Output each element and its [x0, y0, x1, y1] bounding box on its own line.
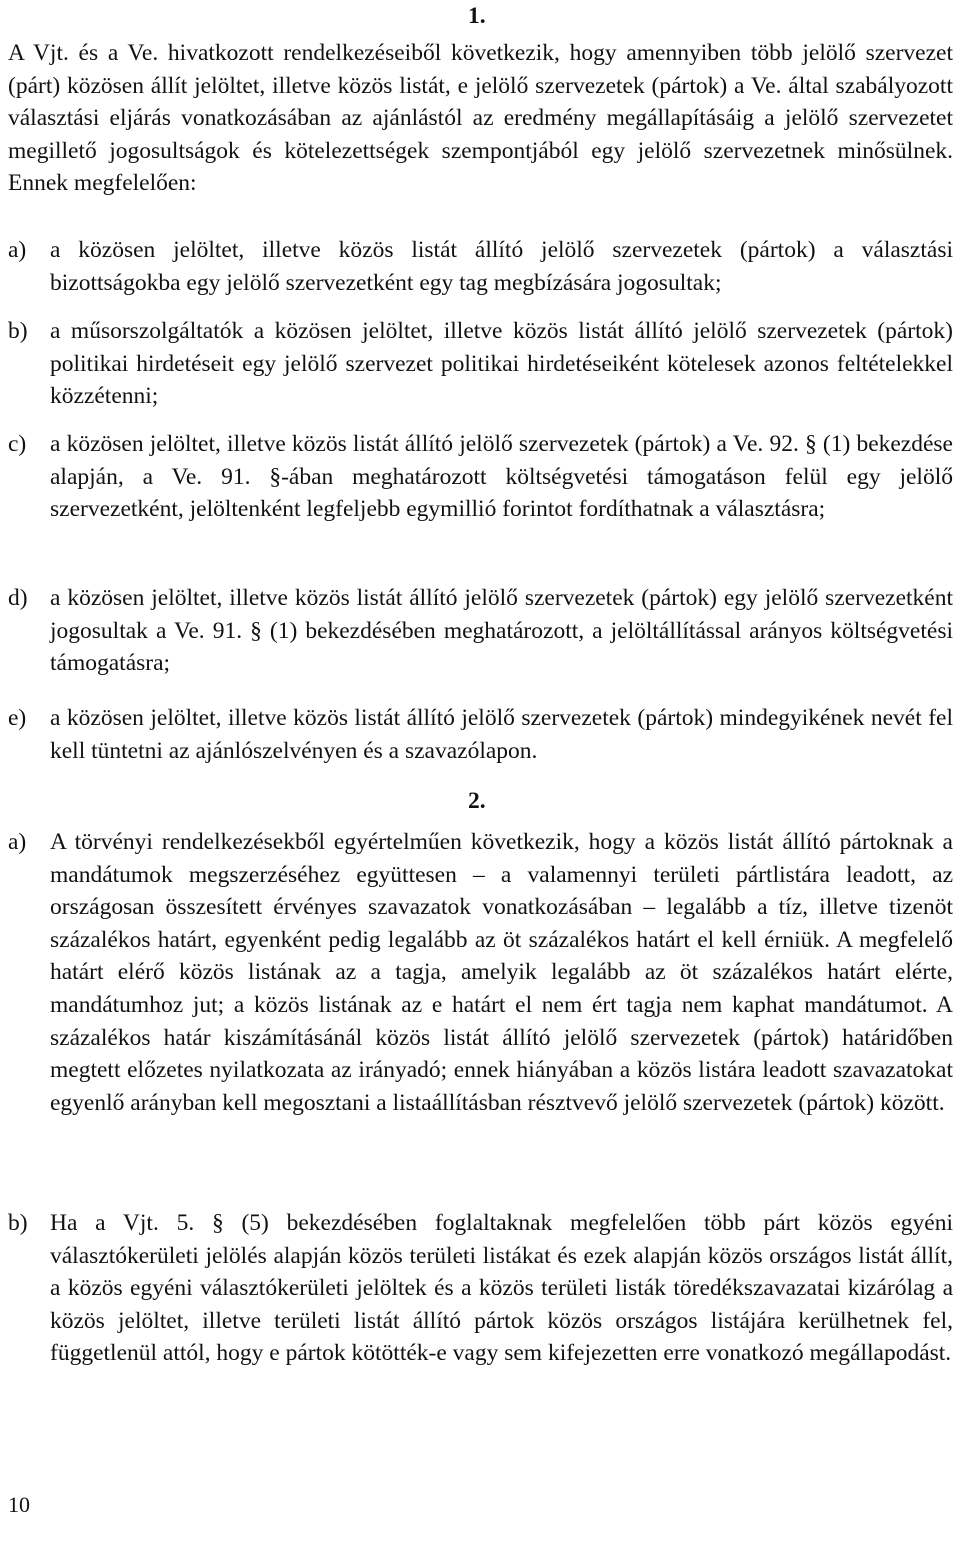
intro-paragraph: A Vjt. és a Ve. hivatkozott rendelkezéseiből következik, hogy amennyiben több jelölő szervezet (párt) közösen állít jelöltet, illetve közös listát, e jelölő szervezetek (pártok) a Ve. által szabályozott választási eljárás vonatkozásában az ajánlástól az eredmény megállapításáig a jelölő szervezetet megillető jogosultságok és kötelezettségek szempontjából egy jelölő szervezetnek minősülnek. Ennek megfelelően:	[8, 40, 953, 197]
item-text: a közösen jelöltet, illetve közös listát állító jelölő szervezetek (pártok) mindegyikének nevét fel kell tüntetni az ajánlószelvényen és a szavazólapon.	[50, 705, 953, 764]
list-item	[8, 702, 953, 767]
item-text: Ha a Vjt. 5. § (5) bekezdésében foglaltaknak megfelelően több párt közös egyéni választókerületi jelölés alapján közös területi listákat és ezek alapján közös országos listát állít, a közös egyéni választókerületi jelöltek és a közös területi listák töredékszavazatai kizárólag a közös jelöltet, illetve területi listát állító pártok közös országos listájára kerülhetnek fel, függetlenül attól, hogy e pártok kötötték-e vagy sem kifejezetten erre vonatkozó megállapodást.	[50, 1210, 953, 1367]
item-marker: a)	[8, 829, 27, 855]
item-marker: a)	[8, 237, 27, 263]
item-text: a műsorszolgáltatók a közösen jelöltet, illetve közös listát állító jelölő szervezetek (pártok) politikai hirdetéseit egy jelölő szervezet politikai hirdetéseiként kötelesek azonos feltételekkel közzétenni;	[50, 318, 953, 410]
list-item	[8, 428, 953, 526]
list-item	[8, 826, 953, 1119]
page-number: 10	[8, 1492, 30, 1517]
item-text: a közösen jelöltet, illetve közös listát állító jelölő szervezetek (pártok) a választási bizottságokba egy jelölő szervezetként egy tag megbízására jogosultak;	[50, 237, 953, 296]
item-marker: e)	[8, 705, 27, 731]
section-number: 1.	[468, 3, 486, 29]
item-marker: b)	[8, 318, 28, 344]
item-marker: d)	[8, 585, 28, 611]
section-number: 2.	[468, 788, 486, 814]
item-text: a közösen jelöltet, illetve közös listát állító jelölő szervezetek (pártok) a Ve. 92. § (1) bekezdése alapján, a Ve. 91. §-ában meghatározott költségvetési támogatáson felül egy jelölő szervezetként, jelöltenként legfeljebb egymillió forintot fordíthatnak a választásra;	[50, 431, 953, 523]
list-item	[8, 315, 953, 413]
list-item	[8, 1207, 953, 1370]
item-marker: b)	[8, 1210, 28, 1236]
list-item	[8, 582, 953, 680]
item-text: A törvényi rendelkezésekből egyértelműen következik, hogy a közös listát állító pártoknak a mandátumok megszerzéséhez együttesen – a valamennyi területi pártlistára leadott, az országosan összesített érvényes szavazatok vonatkozásában – legalább a tíz, illetve tizenöt százalékos határt, egyenként pedig legalább az öt százalékos határt el kell érniük. A megfelelő határt elérő közös listának az a tagja, amelyik legalább az öt százalékos határt elérte, mandátumhoz jut; a közös listának az e határt el nem ért tagja nem kaphat mandátumot. A százalékos határ kiszámításánál közös listát állító jelölő szervezetek (pártok) határidőben megtett előzetes nyilatkozata az irányadó; ennek hiányában a közös listára leadott szavazatokat egyenlő arányban kell megosztani a listaállításban résztvevő jelölő szervezetek (pártok) között.	[50, 829, 953, 1116]
item-marker: c)	[8, 431, 27, 457]
list-item	[8, 234, 953, 299]
item-text: a közösen jelöltet, illetve közös listát állító jelölő szervezetek (pártok) egy jelölő szervezetként jogosultak a Ve. 91. § (1) bekezdésében meghatározott, a jelöltállítással arányos költségvetési támogatásra;	[50, 585, 953, 677]
